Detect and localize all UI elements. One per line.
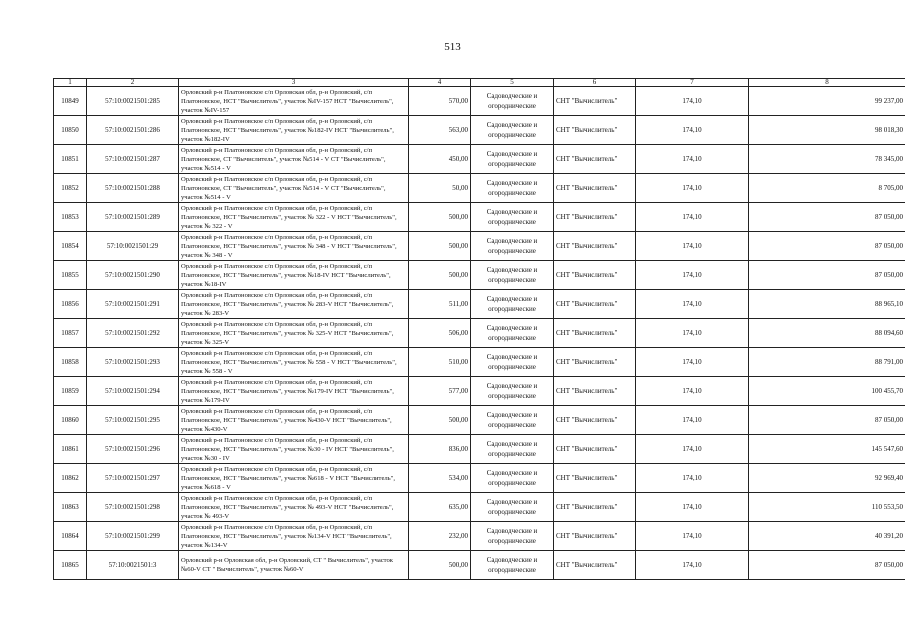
cadastral-number-cell: 57:10:0021501:299 (87, 522, 179, 551)
rate-cell: 174,10 (636, 551, 749, 580)
rate-cell: 174,10 (636, 435, 749, 464)
land-register-table (53, 78, 905, 580)
column-header: 8 (749, 79, 905, 87)
organization-cell: СНТ "Вычислитель" (554, 232, 636, 261)
address-cell: Орловский р-н Платоновское с/п Орловская обл, р-н Орловский, с/п Платоновское, НСТ "Вычислитель", участок №618 - V НСТ "Вычислитель", участок №618 - V (179, 464, 409, 493)
cadastral-number-cell: 57:10:0021501:291 (87, 290, 179, 319)
land-use-cell: Садоводческие и огороднические (471, 116, 554, 145)
land-use-cell: Садоводческие и огороднические (471, 464, 554, 493)
table-row (54, 145, 905, 174)
address-cell: Орловский р-н Платоновское с/п Орловская обл, р-н Орловский, с/п Платоновское, НСТ "Вычислитель", участок №30 - IV НСТ "Вычислитель", участок №30 - IV (179, 435, 409, 464)
table-row (54, 319, 905, 348)
area-cell: 577,00 (409, 377, 471, 406)
organization-cell: СНТ "Вычислитель" (554, 116, 636, 145)
row-number-cell: 10860 (54, 406, 87, 435)
cadastral-number-cell: 57:10:0021501:287 (87, 145, 179, 174)
cadastral-number-cell: 57:10:0021501:298 (87, 493, 179, 522)
rate-cell: 174,10 (636, 87, 749, 116)
area-cell: 50,00 (409, 174, 471, 203)
land-use-cell: Садоводческие и огороднические (471, 522, 554, 551)
land-use-cell: Садоводческие и огороднические (471, 377, 554, 406)
organization-cell: СНТ "Вычислитель" (554, 203, 636, 232)
area-cell: 635,00 (409, 493, 471, 522)
table-row (54, 464, 905, 493)
row-number-cell: 10849 (54, 87, 87, 116)
cadastral-number-cell: 57:10:0021501:285 (87, 87, 179, 116)
organization-cell: СНТ "Вычислитель" (554, 145, 636, 174)
area-cell: 500,00 (409, 406, 471, 435)
organization-cell: СНТ "Вычислитель" (554, 551, 636, 580)
organization-cell: СНТ "Вычислитель" (554, 87, 636, 116)
area-cell: 534,00 (409, 464, 471, 493)
area-cell: 500,00 (409, 232, 471, 261)
column-header: 7 (636, 79, 749, 87)
organization-cell: СНТ "Вычислитель" (554, 319, 636, 348)
row-number-cell: 10852 (54, 174, 87, 203)
value-cell: 87 050,00 (749, 551, 905, 580)
row-number-cell: 10857 (54, 319, 87, 348)
land-use-cell: Садоводческие и огороднические (471, 232, 554, 261)
area-cell: 232,00 (409, 522, 471, 551)
row-number-cell: 10858 (54, 348, 87, 377)
table-row (54, 377, 905, 406)
row-number-cell: 10862 (54, 464, 87, 493)
organization-cell: СНТ "Вычислитель" (554, 261, 636, 290)
page-number: 513 (444, 41, 461, 53)
address-cell: Орловский р-н Платоновское с/п Орловская обл, р-н Орловский, с/п Платоновское, НСТ "Вычислитель", участок № 348 - V НСТ "Вычислитель", участок № 348 - V (179, 232, 409, 261)
address-cell: Орловский р-н Платоновское с/п Орловская обл, р-н Орловский, с/п Платоновское, НСТ "Вычислитель", участок № 493-V НСТ "Вычислитель", участок № 493-V (179, 493, 409, 522)
cadastral-number-cell: 57:10:0021501:292 (87, 319, 179, 348)
table-row (54, 87, 905, 116)
rate-cell: 174,10 (636, 406, 749, 435)
cadastral-number-cell: 57:10:0021501:286 (87, 116, 179, 145)
land-use-cell: Садоводческие и огороднические (471, 551, 554, 580)
value-cell: 87 050,00 (749, 203, 905, 232)
address-cell: Орловский р-н Платоновское с/п Орловская обл, р-н Орловский, с/п Платоновское, НСТ "Вычислитель", участок № 558 - V НСТ "Вычислитель", участок № 558 - V (179, 348, 409, 377)
organization-cell: СНТ "Вычислитель" (554, 406, 636, 435)
column-header: 5 (471, 79, 554, 87)
area-cell: 506,00 (409, 319, 471, 348)
table-body (54, 87, 905, 580)
land-use-cell: Садоводческие и огороднические (471, 87, 554, 116)
area-cell: 500,00 (409, 551, 471, 580)
value-cell: 92 969,40 (749, 464, 905, 493)
row-number-cell: 10859 (54, 377, 87, 406)
address-cell: Орловский р-н Орловская обл, р-н Орловский, СТ " Вычислитель", участок №60-V СТ " Вычислитель", участок №60-V (179, 551, 409, 580)
rate-cell: 174,10 (636, 319, 749, 348)
cadastral-number-cell: 57:10:0021501:3 (87, 551, 179, 580)
land-use-cell: Садоводческие и огороднические (471, 174, 554, 203)
value-cell: 110 553,50 (749, 493, 905, 522)
table-row (54, 290, 905, 319)
column-header: 6 (554, 79, 636, 87)
land-use-cell: Садоводческие и огороднические (471, 348, 554, 377)
land-use-cell: Садоводческие и огороднические (471, 493, 554, 522)
column-header: 3 (179, 79, 409, 87)
table-row (54, 435, 905, 464)
land-use-cell: Садоводческие и огороднические (471, 145, 554, 174)
value-cell: 40 391,20 (749, 522, 905, 551)
row-number-cell: 10850 (54, 116, 87, 145)
row-number-cell: 10856 (54, 290, 87, 319)
land-use-cell: Садоводческие и огороднические (471, 203, 554, 232)
rate-cell: 174,10 (636, 522, 749, 551)
table-row (54, 522, 905, 551)
address-cell: Орловский р-н Платоновское с/п Орловская обл, р-н Орловский, с/п Платоновское, НСТ "Вычислитель", участок №18-IV НСТ "Вычислитель", участок №18-IV (179, 261, 409, 290)
value-cell: 99 237,00 (749, 87, 905, 116)
area-cell: 510,00 (409, 348, 471, 377)
column-header: 4 (409, 79, 471, 87)
organization-cell: СНТ "Вычислитель" (554, 464, 636, 493)
address-cell: Орловский р-н Платоновское с/п Орловская обл, р-н Орловский, с/п Платоновское, НСТ "Вычислитель", участок №179-IV НСТ "Вычислитель", участок №179-IV (179, 377, 409, 406)
rate-cell: 174,10 (636, 290, 749, 319)
table-row (54, 348, 905, 377)
row-number-cell: 10854 (54, 232, 87, 261)
address-cell: Орловский р-н Платоновское с/п Орловская обл, р-н Орловский, с/п Платоновское, НСТ "Вычислитель", участок №430-V НСТ "Вычислитель", участок №430-V (179, 406, 409, 435)
area-cell: 450,00 (409, 145, 471, 174)
cadastral-number-cell: 57:10:0021501:289 (87, 203, 179, 232)
cadastral-number-cell: 57:10:0021501:288 (87, 174, 179, 203)
rate-cell: 174,10 (636, 261, 749, 290)
organization-cell: СНТ "Вычислитель" (554, 522, 636, 551)
row-number-cell: 10863 (54, 493, 87, 522)
land-use-cell: Садоводческие и огороднические (471, 435, 554, 464)
area-cell: 563,00 (409, 116, 471, 145)
area-cell: 511,00 (409, 290, 471, 319)
rate-cell: 174,10 (636, 348, 749, 377)
value-cell: 88 965,10 (749, 290, 905, 319)
land-use-cell: Садоводческие и огороднические (471, 406, 554, 435)
row-number-cell: 10851 (54, 145, 87, 174)
row-number-cell: 10853 (54, 203, 87, 232)
area-cell: 836,00 (409, 435, 471, 464)
address-cell: Орловский р-н Платоновское с/п Орловская обл, р-н Орловский, с/п Платоновское, СТ "Вычислитель", участок №514 - V СТ "Вычислитель", участок №514 - V (179, 145, 409, 174)
land-use-cell: Садоводческие и огороднические (471, 319, 554, 348)
rate-cell: 174,10 (636, 377, 749, 406)
table-row (54, 203, 905, 232)
table-row (54, 493, 905, 522)
organization-cell: СНТ "Вычислитель" (554, 290, 636, 319)
value-cell: 87 050,00 (749, 232, 905, 261)
rate-cell: 174,10 (636, 464, 749, 493)
land-use-cell: Садоводческие и огороднические (471, 261, 554, 290)
rate-cell: 174,10 (636, 493, 749, 522)
area-cell: 500,00 (409, 203, 471, 232)
rate-cell: 174,10 (636, 116, 749, 145)
table-row (54, 406, 905, 435)
cadastral-number-cell: 57:10:0021501:293 (87, 348, 179, 377)
header-row (54, 79, 905, 87)
cadastral-number-cell: 57:10:0021501:297 (87, 464, 179, 493)
table-row (54, 232, 905, 261)
land-use-cell: Садоводческие и огороднические (471, 290, 554, 319)
row-number-cell: 10865 (54, 551, 87, 580)
value-cell: 78 345,00 (749, 145, 905, 174)
cadastral-number-cell: 57:10:0021501:296 (87, 435, 179, 464)
row-number-cell: 10864 (54, 522, 87, 551)
address-cell: Орловский р-н Платоновское с/п Орловская обл, р-н Орловский, с/п Платоновское, НСТ "Вычислитель", участок № 283-V НСТ "Вычислитель", участок № 283-V (179, 290, 409, 319)
rate-cell: 174,10 (636, 174, 749, 203)
value-cell: 87 050,00 (749, 406, 905, 435)
address-cell: Орловский р-н Платоновское с/п Орловская обл, р-н Орловский, с/п Платоновское, НСТ "Вычислитель", участок №IV-157 НСТ "Вычислитель", участок №IV-157 (179, 87, 409, 116)
row-number-cell: 10855 (54, 261, 87, 290)
table-row (54, 261, 905, 290)
address-cell: Орловский р-н Платоновское с/п Орловская обл, р-н Орловский, с/п Платоновское, СТ "Вычислитель", участок №514 - V СТ "Вычислитель", участок №514 - V (179, 174, 409, 203)
value-cell: 98 018,30 (749, 116, 905, 145)
column-header: 1 (54, 79, 87, 87)
organization-cell: СНТ "Вычислитель" (554, 174, 636, 203)
table-row (54, 116, 905, 145)
address-cell: Орловский р-н Платоновское с/п Орловская обл, р-н Орловский, с/п Платоновское, НСТ "Вычислитель", участок №182-IV НСТ "Вычислитель", участок №182-IV (179, 116, 409, 145)
value-cell: 100 455,70 (749, 377, 905, 406)
rate-cell: 174,10 (636, 203, 749, 232)
rate-cell: 174,10 (636, 145, 749, 174)
address-cell: Орловский р-н Платоновское с/п Орловская обл, р-н Орловский, с/п Платоновское, НСТ "Вычислитель", участок № 325-V НСТ "Вычислитель", участок № 325-V (179, 319, 409, 348)
table-row (54, 174, 905, 203)
cadastral-number-cell: 57:10:0021501:29 (87, 232, 179, 261)
value-cell: 8 705,00 (749, 174, 905, 203)
value-cell: 145 547,60 (749, 435, 905, 464)
rate-cell: 174,10 (636, 232, 749, 261)
address-cell: Орловский р-н Платоновское с/п Орловская обл, р-н Орловский, с/п Платоновское, НСТ "Вычислитель", участок №134-V НСТ "Вычислитель", участок №134-V (179, 522, 409, 551)
organization-cell: СНТ "Вычислитель" (554, 435, 636, 464)
value-cell: 88 791,00 (749, 348, 905, 377)
organization-cell: СНТ "Вычислитель" (554, 348, 636, 377)
area-cell: 570,00 (409, 87, 471, 116)
row-number-cell: 10861 (54, 435, 87, 464)
column-header: 2 (87, 79, 179, 87)
cadastral-number-cell: 57:10:0021501:294 (87, 377, 179, 406)
address-cell: Орловский р-н Платоновское с/п Орловская обл, р-н Орловский, с/п Платоновское, НСТ "Вычислитель", участок № 322 - V НСТ "Вычислитель", участок № 322 - V (179, 203, 409, 232)
organization-cell: СНТ "Вычислитель" (554, 493, 636, 522)
value-cell: 87 050,00 (749, 261, 905, 290)
cadastral-number-cell: 57:10:0021501:290 (87, 261, 179, 290)
table-row (54, 551, 905, 580)
area-cell: 500,00 (409, 261, 471, 290)
value-cell: 88 094,60 (749, 319, 905, 348)
cadastral-number-cell: 57:10:0021501:295 (87, 406, 179, 435)
organization-cell: СНТ "Вычислитель" (554, 377, 636, 406)
